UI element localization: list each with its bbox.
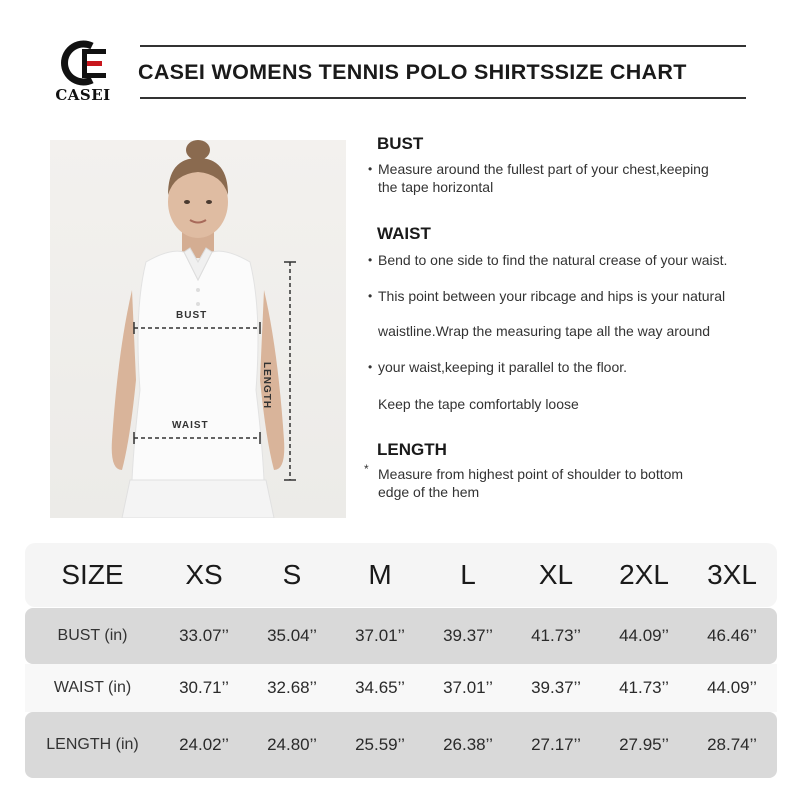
waist-heading: WAIST bbox=[377, 224, 431, 243]
size-header-cell: XS bbox=[185, 559, 223, 590]
waist-label: WAIST bbox=[172, 420, 209, 431]
table-cell: 44.09’’ bbox=[707, 678, 757, 697]
table-cell: 37.01’’ bbox=[443, 678, 493, 697]
size-header-cell: XL bbox=[538, 559, 574, 590]
size-column-header: SIZE bbox=[61, 559, 124, 590]
waist-text-line: Keep the tape comfortably loose bbox=[378, 396, 579, 412]
bullet-icon: • bbox=[368, 253, 373, 267]
header-rule-bottom bbox=[140, 97, 746, 99]
waist-text-line: This point between your ribcage and hips is your natural bbox=[378, 288, 726, 304]
table-cell: 30.71’’ bbox=[179, 678, 229, 697]
bullet-icon: • bbox=[368, 162, 373, 176]
table-row-waist bbox=[25, 664, 777, 712]
size-header-cell: S bbox=[282, 559, 302, 590]
waist-text-line: your waist,keeping it parallel to the floor. bbox=[378, 359, 628, 375]
bullet-icon: • bbox=[368, 360, 373, 374]
table-cell: 26.38’’ bbox=[443, 735, 493, 754]
size-header-cell: 2XL bbox=[619, 559, 669, 590]
table-cell: 33.07’’ bbox=[179, 626, 229, 645]
table-cell: 32.68’’ bbox=[267, 678, 317, 697]
size-header-cell: M bbox=[368, 559, 392, 590]
model-photo bbox=[50, 140, 346, 518]
header-rule-top bbox=[140, 45, 746, 47]
brand-logo bbox=[52, 36, 112, 106]
row-label: WAIST (in) bbox=[53, 679, 132, 696]
length-text-line: Measure from highest point of shoulder to bottom bbox=[378, 466, 684, 482]
length-heading: LENGTH bbox=[377, 440, 447, 459]
size-header-cell: L bbox=[460, 559, 476, 590]
waist-text-line: waistline.Wrap the measuring tape all the way around bbox=[378, 323, 711, 339]
table-cell: 27.95’’ bbox=[619, 735, 669, 754]
row-label: BUST (in) bbox=[57, 627, 128, 644]
table-cell: 24.80’’ bbox=[267, 735, 317, 754]
table-cell: 28.74’’ bbox=[707, 735, 757, 754]
page-title: CASEI WOMENS TENNIS POLO SHIRTSSIZE CHART bbox=[138, 60, 687, 84]
table-cell: 44.09’’ bbox=[619, 626, 669, 645]
bullet-icon: * bbox=[364, 462, 369, 476]
table-row-bust bbox=[25, 608, 777, 664]
table-cell: 46.46’’ bbox=[707, 626, 757, 645]
table-cell: 41.73’’ bbox=[531, 626, 581, 645]
bullet-icon: • bbox=[368, 289, 373, 303]
table-cell: 35.04’’ bbox=[267, 626, 317, 645]
bust-text-line: the tape horizontal bbox=[378, 179, 494, 195]
waist-text-line: Bend to one side to find the natural crease of your waist. bbox=[378, 252, 728, 268]
table-cell: 34.65’’ bbox=[355, 678, 405, 697]
table-cell: 27.17’’ bbox=[531, 735, 581, 754]
bust-text-line: Measure around the fullest part of your chest,keeping bbox=[378, 161, 709, 177]
size-header-cell: 3XL bbox=[707, 559, 757, 590]
length-label: LENGTH bbox=[261, 362, 272, 410]
model-illustration bbox=[50, 140, 346, 518]
length-text-line: edge of the hem bbox=[378, 484, 480, 500]
row-label: LENGTH (in) bbox=[46, 736, 139, 753]
bust-heading: BUST bbox=[377, 134, 424, 153]
table-row-length bbox=[25, 712, 777, 778]
table-cell: 41.73’’ bbox=[619, 678, 669, 697]
table-cell: 37.01’’ bbox=[355, 626, 405, 645]
table-cell: 39.37’’ bbox=[531, 678, 581, 697]
bust-label: BUST bbox=[176, 310, 208, 321]
table-cell: 25.59’’ bbox=[355, 735, 405, 754]
casei-logo-mark-icon bbox=[52, 36, 114, 88]
table-cell: 24.02’’ bbox=[179, 735, 229, 754]
table-cell: 39.37’’ bbox=[443, 626, 493, 645]
brand-wordmark: CASEI bbox=[55, 86, 111, 104]
size-table-header-row bbox=[25, 543, 777, 607]
